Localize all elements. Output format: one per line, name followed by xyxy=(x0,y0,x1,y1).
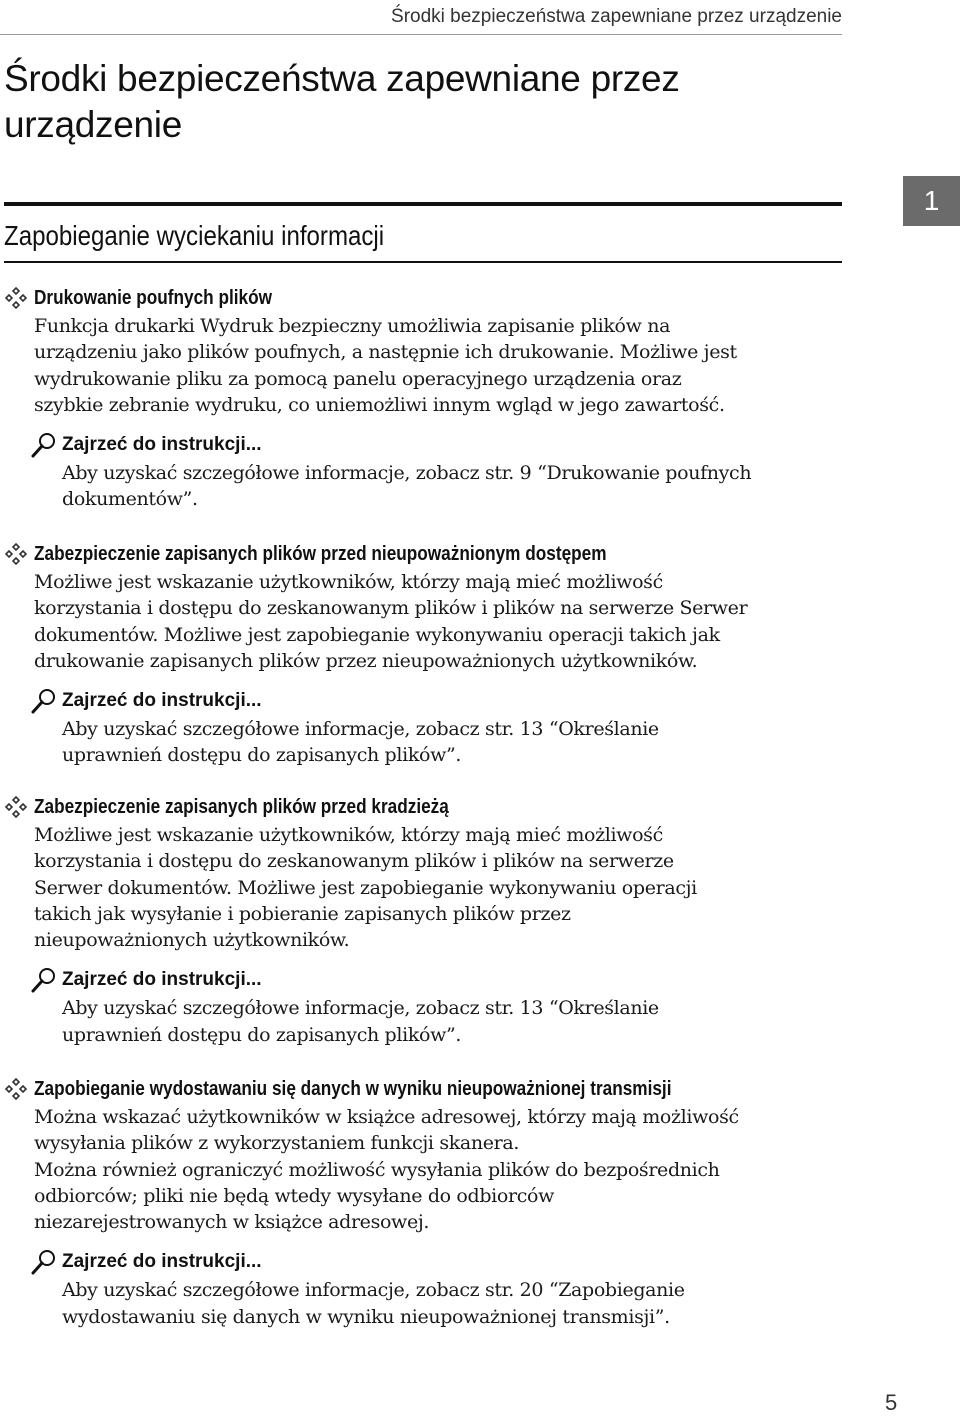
item-heading xyxy=(4,283,844,313)
item-secure-print xyxy=(4,283,844,513)
magnifier-icon xyxy=(30,687,58,715)
reference-note xyxy=(4,1247,844,1330)
magnifier-icon xyxy=(30,966,58,994)
diamond-bullet-icon xyxy=(4,1077,28,1101)
item-theft-protection xyxy=(4,792,844,1048)
item-body: Możliwe jest wskazanie użytkowników, którzy mają mieć możliwość korzystania i dostępu do zeskanowanym plików i plików na serwerze Serwer dokumentów. Możliwe jest zapobieganie wykonywaniu operacji takich jak drukowanie zapisanych plików przez nieupoważnionych użytkowników. xyxy=(34,571,748,672)
diamond-bullet-icon xyxy=(4,286,28,310)
item-unauthorized-access xyxy=(4,539,844,769)
reference-note xyxy=(4,686,844,769)
reference-note xyxy=(4,430,844,513)
section-rule-top xyxy=(4,202,842,206)
reference-label: Zajrzeć do instrukcji... xyxy=(62,1251,262,1273)
item-title: Drukowanie poufnych plików xyxy=(34,287,272,309)
item-title: Zabezpieczenie zapisanych plików przed nieupoważnionym dostępem xyxy=(34,543,607,565)
page-title: Środki bezpieczeństwa zapewniane przez urządzenie xyxy=(4,58,680,145)
item-body: Można wskazać użytkowników w książce adresowej, którzy mają możliwość wysyłania plików z wykorzystaniem funkcji skanera. Można również ograniczyć możliwość wysyłania plików do bezpośrednich odbiorców; pliki nie będą wtedy wysyłane do odbiorców niezarejestrowanych w książce adresowej. xyxy=(34,1106,739,1234)
page-number: 5 xyxy=(885,1390,898,1415)
item-heading xyxy=(4,1074,844,1104)
diamond-bullet-icon xyxy=(4,542,28,566)
magnifier-icon xyxy=(30,431,58,459)
section-rule-bottom xyxy=(4,261,842,263)
item-heading xyxy=(4,539,844,569)
item-body: Funkcja drukarki Wydruk bezpieczny umożliwia zapisanie plików na urządzeniu jako plików poufnych, a następnie ich drukowanie. Możliwe jest wydrukowanie pliku za pomocą panelu operacyjnego urządzenia oraz szybkie zebranie wydruku, co uniemożliwi innym wgląd w jego zawartość. xyxy=(34,315,737,416)
item-body: Możliwe jest wskazanie użytkowników, którzy mają mieć możliwość korzystania i dostępu do zeskanowanym plików i plików na serwerze Serwer dokumentów. Możliwe jest zapobieganie wykonywaniu operacji takich jak wysyłanie i pobieranie zapisanych plików przez nieupoważnionych użytkowników. xyxy=(34,824,697,952)
reference-text: Aby uzyskać szczegółowe informacje, zobacz str. 20 “Zapobieganie wydostawaniu się danych w wyniku nieupoważnionej transmisji”. xyxy=(62,1279,685,1328)
reference-label: Zajrzeć do instrukcji... xyxy=(62,690,262,712)
item-heading xyxy=(4,792,844,822)
reference-text: Aby uzyskać szczegółowe informacje, zobacz str. 13 “Określanie uprawnień dostępu do zapisanych plików”. xyxy=(62,718,659,767)
chapter-tab: 1 xyxy=(903,176,960,226)
item-title: Zapobieganie wydostawaniu się danych w wyniku nieupoważnionej transmisji xyxy=(34,1078,672,1100)
item-unauthorized-transmission xyxy=(4,1074,844,1330)
item-title: Zabezpieczenie zapisanych plików przed kradzieżą xyxy=(34,796,449,818)
reference-note xyxy=(4,965,844,1048)
diamond-bullet-icon xyxy=(4,795,28,819)
reference-text: Aby uzyskać szczegółowe informacje, zobacz str. 13 “Określanie uprawnień dostępu do zapisanych plików”. xyxy=(62,997,659,1046)
header-rule xyxy=(0,34,842,35)
section-title: Zapobieganie wyciekaniu informacji xyxy=(4,220,385,251)
reference-label: Zajrzeć do instrukcji... xyxy=(62,434,262,456)
running-header: Środki bezpieczeństwa zapewniane przez urządzenie xyxy=(391,6,842,27)
reference-text: Aby uzyskać szczegółowe informacje, zobacz str. 9 “Drukowanie poufnych dokumentów”. xyxy=(62,462,752,511)
reference-label: Zajrzeć do instrukcji... xyxy=(62,969,262,991)
magnifier-icon xyxy=(30,1248,58,1276)
